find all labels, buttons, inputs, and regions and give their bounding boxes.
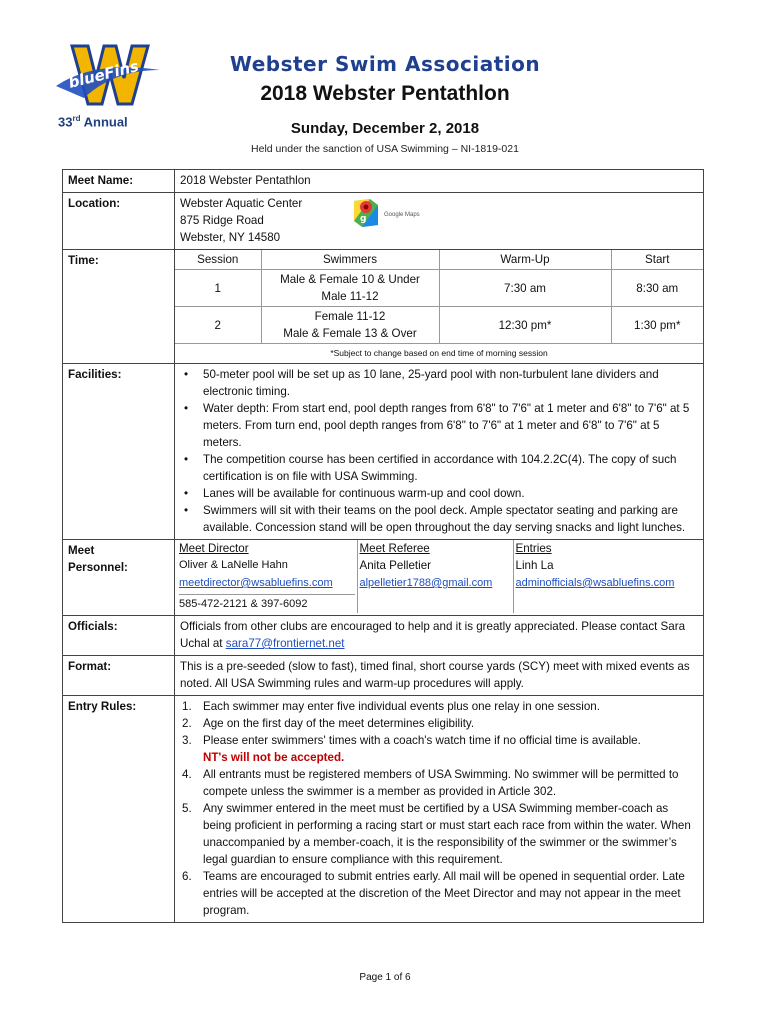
meet-director-name: Oliver & LaNelle Hahn (179, 559, 288, 571)
session-header: Session (197, 253, 239, 266)
start-time: 8:30 am (611, 270, 703, 307)
facilities-list (180, 366, 699, 536)
officials-label: Officials: (63, 616, 175, 656)
meet-name-value: 2018 Webster Pentathlon (175, 170, 704, 193)
nt-warning: NT's will not be accepted. (203, 751, 345, 764)
officials-row (63, 616, 704, 656)
warmup-time: 12:30 pm* (439, 307, 611, 344)
location-line: Webster Aquatic Center (180, 197, 303, 210)
annual-label: 33rd Annual (58, 114, 128, 130)
event-date: Sunday, December 2, 2018 (290, 120, 480, 137)
schedule-row (175, 270, 703, 307)
meet-referee-email-link[interactable]: alpelletier1788@gmail.com (359, 577, 493, 589)
google-maps-label[interactable]: Google Maps (384, 212, 420, 218)
meet-referee-cell (357, 540, 513, 613)
meet-referee-name: Anita Pelletier (359, 559, 432, 572)
entries-title: Entries (515, 542, 552, 555)
list-item: 5. Any swimmer entered in the meet must be certified by a USA Swimming member-coach as being proficient in performing a racing start or must start each race from within the water. When unaccompanied by a member-coach, it is the responsibility of the swimmer or the swimmer’s legal guardian to ensure compliance with this requirement. (182, 802, 691, 866)
sanction-text: Held under the sanction of USA Swimming – NI-1819-021 (251, 143, 519, 155)
event-title: 2018 Webster Pentathlon (260, 82, 510, 105)
svg-text:g: g (360, 214, 367, 224)
officials-text: Officials from other clubs are encouraged to help and it is greatly appreciated. Please contact Sara Uchal at sara77@frontiernet.net (175, 616, 704, 656)
meet-director-phone: 585-472-2121 & 397-6092 (179, 594, 355, 613)
list-item: 1. Each swimmer may enter five individual events plus one relay in one session. (182, 700, 600, 713)
entry-rules-list (180, 698, 699, 919)
list-item: • Lanes will be available for continuous warm-up and cool down. (180, 485, 699, 502)
location-block (180, 195, 699, 246)
schedule-note: *Subject to change based on end time of morning session (175, 344, 703, 364)
entry-rules-label: Entry Rules: (63, 696, 175, 923)
list-item: • 50-meter pool will be set up as 10 lane, 25-yard pool with non-turbulent lane dividers and electronic timing. (180, 366, 699, 400)
list-item: 3. Please enter swimmers' times with a coach's watch time if no official time is available. NT's will not be accepted. (182, 734, 641, 764)
entries-cell (513, 540, 701, 613)
officials-email-link[interactable]: sara77@frontiernet.net (225, 637, 345, 650)
meet-director-title: Meet Director (179, 542, 249, 555)
location-label: Location: (63, 193, 175, 250)
session-number: 1 (175, 270, 261, 307)
session-schedule-table (175, 250, 703, 363)
location-line: 875 Ridge Road (180, 214, 264, 227)
time-row (63, 250, 704, 364)
start-time: 1:30 pm* (611, 307, 703, 344)
swimmers-groups: Male & Female 10 & Under Male 11-12 (261, 270, 439, 307)
bluefins-logo (54, 40, 164, 112)
meet-name-label: Meet Name: (63, 170, 175, 193)
personnel-row (63, 540, 704, 616)
entries-email-link[interactable]: adminofficials@wsabluefins.com (515, 577, 675, 589)
google-maps-icon[interactable] (352, 197, 380, 229)
session-number: 2 (175, 307, 261, 344)
format-text: This is a pre-seeded (slow to fast), timed final, short course yards (SCY) meet with mixed events as noted. All USA Swimming rules and warm-up procedures will apply. (175, 656, 704, 696)
list-item: 6. Teams are encouraged to submit entries early. All mail will be opened in sequential order. Late entries will be accepted at the discretion of the Meet Director and may not appear in the meet program. (182, 870, 685, 917)
meet-name-row (63, 170, 704, 193)
time-label: Time: (63, 250, 175, 364)
schedule-row (175, 307, 703, 344)
list-item: • Water depth: From start end, pool depth ranges from 6'8" to 7'6" at 1 meter and 6'8" to 7'6" at 5 meters. From turn end, pool depth ranges from 6'8" to 7'6" at 1 meter and 6'8" to 7'6" at 5 meters. (180, 400, 699, 451)
facilities-row (63, 364, 704, 540)
logo-brand-text: blueFins (66, 57, 141, 92)
location-row (63, 193, 704, 250)
personnel-table (177, 540, 701, 613)
meet-director-cell (177, 540, 357, 613)
list-item: 4. All entrants must be registered members of USA Swimming. No swimmer will be permitted to compete unless the swimmer is a member as provided in Article 302. (182, 768, 679, 798)
organization-name: Webster Swim Association (229, 52, 541, 76)
warmup-header: Warm-Up (439, 250, 611, 270)
location-line: Webster, NY 14580 (180, 231, 281, 244)
swimmers-groups: Female 11-12 Male & Female 13 & Over (261, 307, 439, 344)
meet-referee-title: Meet Referee (359, 542, 430, 555)
page-number: Page 1 of 6 (359, 972, 411, 983)
facilities-label: Facilities: (63, 364, 175, 540)
warmup-time: 7:30 am (439, 270, 611, 307)
entry-rules-row (63, 696, 704, 923)
personnel-label: Meet Personnel: (63, 540, 175, 616)
list-item: • Swimmers will sit with their teams on the pool deck. Ample spectator seating and parking are available. Concession stand will be open throughout the day serving snacks and light lunches. (180, 502, 699, 536)
document-header (170, 52, 600, 155)
swimmers-header: Swimmers (261, 250, 439, 270)
entries-name: Linh La (515, 559, 554, 572)
start-header: Start (611, 250, 703, 270)
format-row (63, 656, 704, 696)
meet-info-table (62, 169, 704, 923)
list-item: • The competition course has been certified in accordance with 104.2.2C(4). The copy of such certification is on file with USA Swimming. (180, 451, 699, 485)
list-item: 2. Age on the first day of the meet determines eligibility. (182, 717, 475, 730)
meet-director-email-link[interactable]: meetdirector@wsabluefins.com (179, 577, 333, 589)
format-label: Format: (63, 656, 175, 696)
